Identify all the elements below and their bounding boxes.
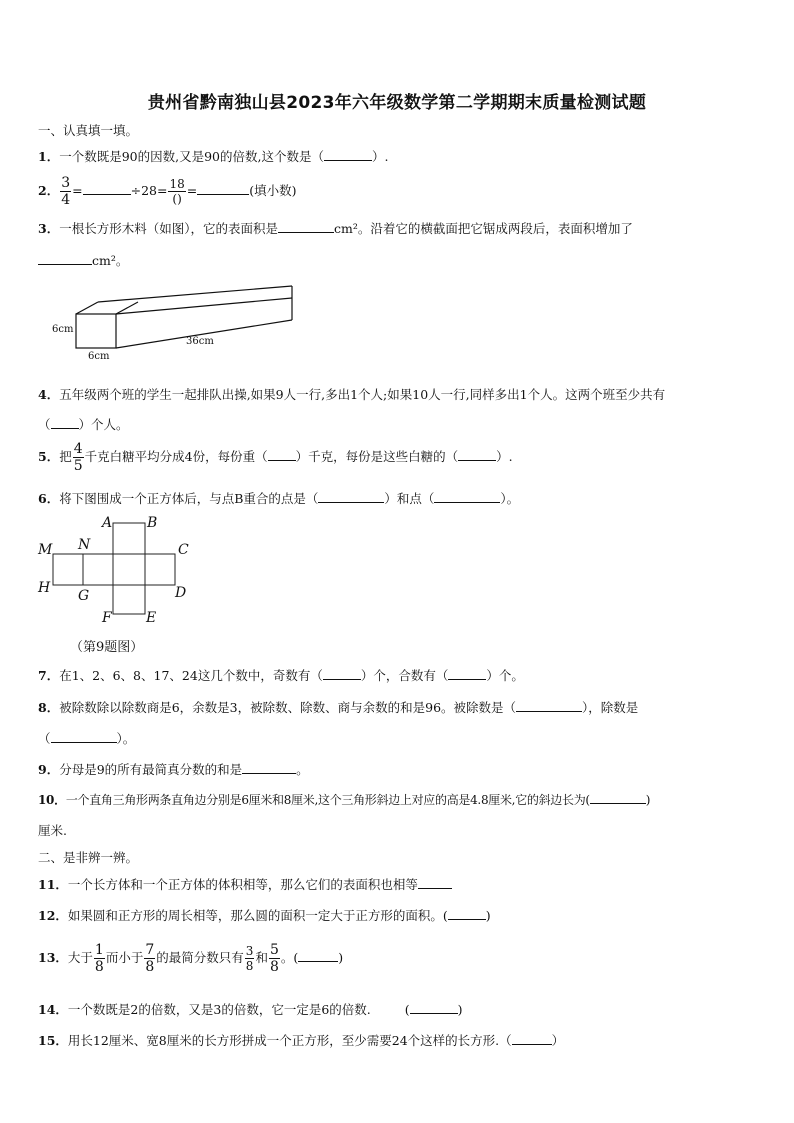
question-text: 大于: [67, 950, 93, 965]
answer-blank[interactable]: [268, 448, 296, 461]
question-text: 把: [59, 449, 72, 464]
answer-blank[interactable]: [51, 730, 117, 743]
point-label: H: [38, 580, 51, 596]
question-15: [38, 1031, 564, 1049]
question-number: 3．: [38, 221, 60, 236]
length-label: 36cm: [186, 336, 214, 347]
width-label: 6cm: [88, 351, 110, 362]
answer-blank[interactable]: [38, 252, 92, 265]
section-2-heading: 二、是非辨一辨。: [38, 850, 139, 865]
answer-blank[interactable]: [448, 667, 486, 680]
question-text: ）个，合数有（: [360, 668, 449, 683]
question-text: 厘米.: [38, 823, 67, 838]
answer-blank[interactable]: [448, 907, 486, 920]
question-number: 1．: [38, 149, 60, 164]
question-text: 一个数既是2的倍数，又是3的倍数，它一定是6的倍数.: [67, 1002, 371, 1017]
prism-figure: [40, 282, 310, 362]
question-number: 12．: [38, 908, 68, 923]
point-label: A: [102, 515, 113, 531]
question-14: [38, 1000, 463, 1018]
question-text: 用长12厘米、宽8厘米的长方形拼成一个正方形，至少需要24个这样的长方形.（: [67, 1033, 512, 1048]
question-text: 被除数除以除数商是6，余数是3，被除数、除数、商与余数的和是96。被除数是（: [59, 700, 517, 715]
prism-edge: [116, 298, 292, 314]
answer-blank[interactable]: [197, 182, 249, 195]
answer-blank[interactable]: [516, 699, 582, 712]
question-12: [38, 906, 491, 924]
question-number: 5．: [38, 449, 60, 464]
answer-blank[interactable]: [323, 667, 361, 680]
answer-blank[interactable]: [418, 876, 452, 889]
question-number: 11．: [38, 877, 68, 892]
question-3-cont: [38, 251, 128, 269]
point-label: C: [178, 542, 189, 558]
net-square: [83, 554, 113, 585]
question-text: 在1、2、6、8、17、24这几个数中，奇数有（: [59, 668, 323, 683]
answer-blank[interactable]: [83, 182, 131, 195]
question-text: 将下图围成一个正方体后，与点B重合的点是（: [59, 491, 319, 506]
question-text: ）千克，每份是这些白糖的（: [295, 449, 459, 464]
question-text: ）.: [371, 149, 389, 164]
answer-blank[interactable]: [324, 148, 372, 161]
prism-front-face: [76, 314, 116, 348]
question-6: [38, 489, 519, 507]
net-square: [53, 554, 83, 585]
point-label: D: [175, 585, 187, 601]
answer-blank[interactable]: [51, 416, 79, 429]
question-text: ): [338, 950, 344, 965]
question-text: 千克白糖平均分成4份，每份重（: [84, 449, 268, 464]
answer-blank[interactable]: [434, 490, 500, 503]
question-text: 和: [255, 950, 268, 965]
fraction: $\frac{4}{5}$: [73, 441, 83, 474]
question-text: 。: [296, 762, 309, 777]
question-5: [38, 442, 513, 473]
question-10: [38, 791, 650, 808]
question-11: [38, 875, 452, 893]
answer-blank[interactable]: [298, 949, 338, 962]
question-13: [38, 943, 343, 974]
question-9: [38, 760, 309, 778]
question-4: [38, 385, 665, 403]
question-3: [38, 219, 633, 237]
question-number: 13．: [38, 950, 68, 965]
fraction: $\frac{3}{4}$: [61, 175, 71, 208]
question-number: 14．: [38, 1002, 68, 1017]
point-label: E: [146, 610, 157, 626]
answer-blank[interactable]: [590, 791, 646, 804]
question-2: [38, 176, 297, 207]
figure-caption: （第9题图）: [70, 640, 144, 655]
answer-blank[interactable]: [278, 220, 334, 233]
question-text: （: [38, 417, 51, 432]
question-1: [38, 147, 388, 165]
question-text: 。(: [280, 950, 299, 965]
equals: =: [72, 183, 83, 198]
question-8: [38, 698, 638, 716]
question-text: ): [485, 908, 491, 923]
question-number: 8．: [38, 700, 60, 715]
question-text: 如果圆和正方形的周长相等，那么圆的面积一定大于正方形的面积。(: [67, 908, 448, 923]
question-text: ），除数是: [582, 700, 639, 715]
question-text: 一个直角三角形两条直角边分别是6厘米和8厘米,这个三角形斜边上对应的高是4.8厘米,它的斜边长为(: [65, 793, 590, 807]
division-text: ÷28=: [130, 183, 168, 198]
question-number: 6．: [38, 491, 60, 506]
question-number: 2．: [38, 183, 60, 198]
fraction: $\frac{3}{8}$: [245, 944, 254, 973]
point-label: F: [102, 610, 112, 626]
question-text: （: [38, 731, 51, 746]
fraction: $\frac{18}{()}$: [169, 177, 185, 206]
question-8-cont: [38, 729, 135, 747]
net-square: [113, 554, 145, 585]
question-text: (: [404, 1002, 410, 1017]
question-text: ）: [551, 1033, 565, 1048]
question-text: ）个。: [486, 668, 524, 683]
fraction: $\frac{5}{8}$: [269, 942, 279, 975]
point-label: G: [78, 588, 90, 604]
question-text: 的最简分数只有: [156, 950, 244, 965]
answer-blank[interactable]: [512, 1032, 552, 1045]
fraction: $\frac{7}{8}$: [145, 942, 155, 975]
question-number: 10．: [38, 793, 66, 807]
point-label: M: [38, 542, 53, 558]
point-label: N: [78, 537, 91, 553]
question-number: 7．: [38, 668, 60, 683]
question-text: ): [457, 1002, 463, 1017]
prism-edge: [98, 286, 292, 302]
prism-edge: [76, 302, 98, 314]
question-text: (填小数): [249, 183, 297, 198]
question-text: 而小于: [105, 950, 144, 965]
answer-blank[interactable]: [318, 490, 384, 503]
net-square: [145, 554, 175, 585]
question-4-cont: [38, 415, 129, 433]
question-number: 9．: [38, 762, 60, 777]
equals: =: [186, 183, 198, 198]
section-1-heading: 一、认真填一填。: [38, 123, 139, 138]
question-10-cont: [38, 821, 67, 839]
question-text: 一个数既是90的因数,又是90的倍数,这个数是（: [59, 149, 324, 164]
question-text: ）个人。: [78, 417, 129, 432]
question-7: [38, 666, 524, 684]
question-text: 分母是9的所有最简真分数的和是: [59, 762, 243, 777]
cube-net-figure: [50, 520, 190, 620]
question-number: 15．: [38, 1033, 68, 1048]
page-title: 贵州省黔南独山县2023年六年级数学第二学期期末质量检测试题: [147, 93, 647, 113]
answer-blank[interactable]: [458, 448, 496, 461]
question-text: 一个长方体和一个正方体的体积相等，那么它们的表面积也相等: [67, 877, 418, 892]
question-text: 五年级两个班的学生一起排队出操,如果9人一行,多出1个人;如果10人一行,同样多出1个人。这两个班至少共有: [59, 387, 666, 402]
question-text: ）和点（: [384, 491, 435, 506]
question-text: 一根长方形木料（如图），它的表面积是: [59, 221, 278, 236]
fraction: $\frac{1}{8}$: [94, 942, 104, 975]
question-text: ）。: [500, 491, 520, 506]
net-square: [113, 585, 145, 614]
question-text: ）。: [116, 731, 136, 746]
question-text: ): [645, 793, 651, 807]
question-number: 4．: [38, 387, 60, 402]
net-square: [113, 523, 145, 554]
question-text: cm²。沿着它的横截面把它锯成两段后，表面积增加了: [333, 221, 633, 236]
answer-blank[interactable]: [242, 761, 296, 774]
question-text: cm²。: [92, 253, 129, 268]
question-text: ）.: [496, 449, 513, 464]
point-label: B: [147, 515, 158, 531]
answer-blank[interactable]: [410, 1001, 458, 1014]
height-label: 6cm: [52, 324, 74, 335]
